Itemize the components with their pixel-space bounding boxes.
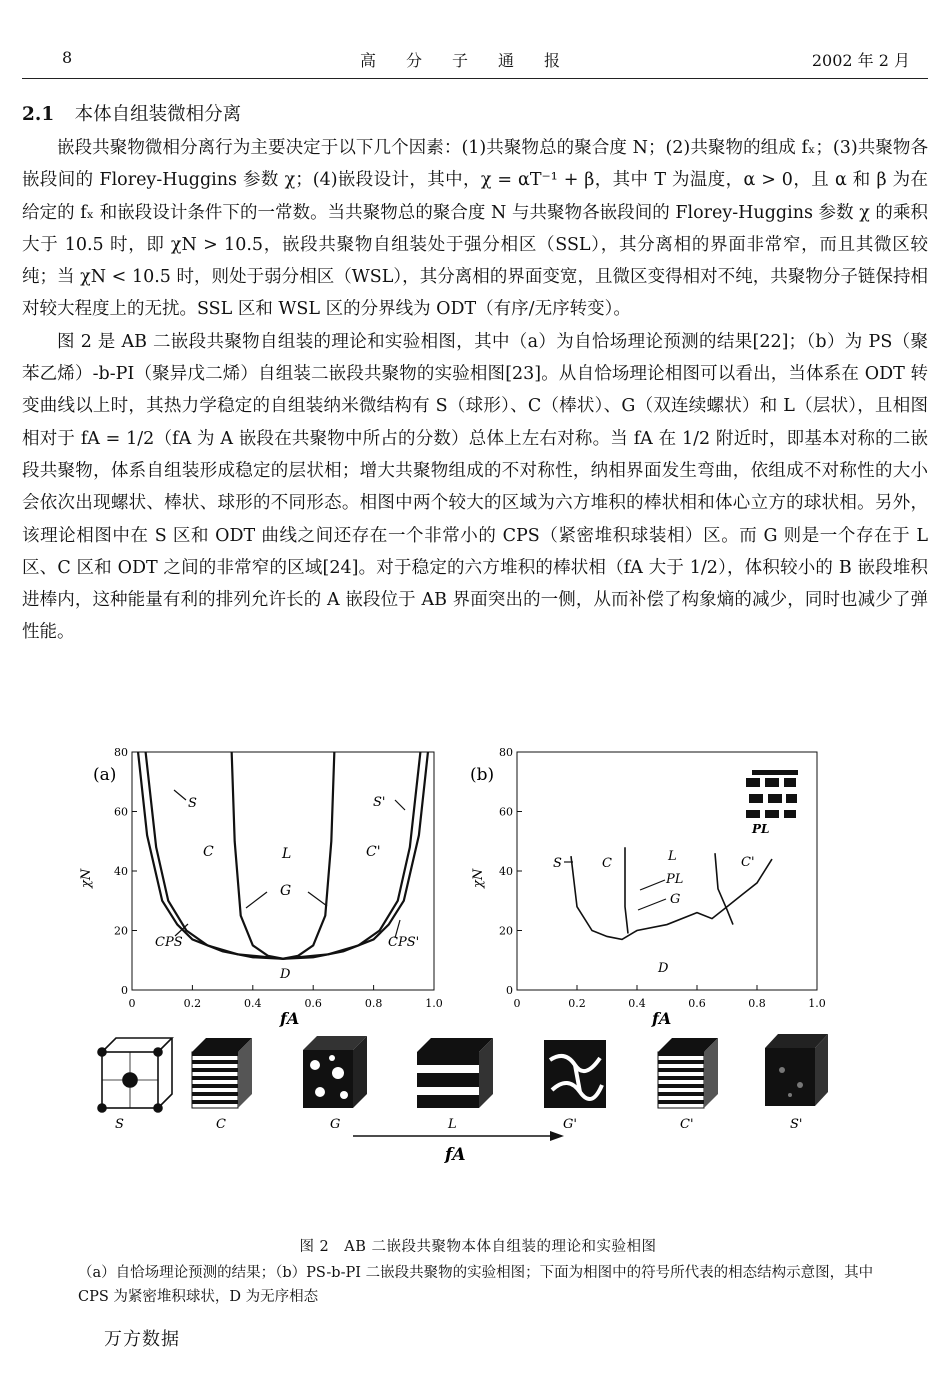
label-S: S — [188, 796, 197, 811]
a-xtick-label-0: 0 — [128, 997, 136, 1010]
label-b-L: L — [668, 849, 677, 864]
label-b-D: D — [658, 961, 669, 976]
panel-a-ylabel: χN — [79, 868, 94, 888]
b-ytick-label-2: 40 — [499, 865, 513, 878]
label-C: C — [203, 844, 214, 860]
panel-b-xlabel: fA — [652, 1009, 672, 1028]
panel-b-label: (b) — [470, 765, 495, 785]
struct-label-L: L — [448, 1117, 457, 1132]
a-ytick-label-4: 80 — [114, 746, 128, 759]
pl-inset-cube — [746, 770, 798, 818]
structure-S — [98, 1038, 172, 1112]
a-xtick-label-3: 0.6 — [304, 997, 322, 1010]
label-CPS-prime: CPS' — [388, 935, 420, 950]
b-xtick-label-5: 1.0 — [808, 997, 826, 1010]
structure-L — [417, 1038, 493, 1108]
a-xtick-label-2: 0.4 — [244, 997, 262, 1010]
a-xtick-label-4: 0.8 — [364, 997, 383, 1010]
section-number: 2.1 — [22, 104, 55, 125]
label-L: L — [282, 846, 292, 862]
panel-b — [470, 746, 826, 1028]
structure-C-prime — [658, 1038, 718, 1108]
label-b-S: S — [553, 856, 562, 871]
body-text — [22, 132, 928, 649]
caption-description: （a）自恰场理论预测的结果；（b）PS-b-PI 二嵌段共聚物的实验相图；下面为相图中的符号所代表的相态结构示意图，其中 CPS 为紧密堆积球状，D 为无序相态 — [78, 1265, 874, 1305]
label-b-PL: PL — [666, 872, 684, 887]
struct-label-G: G — [330, 1117, 341, 1132]
label-G: G — [280, 883, 292, 899]
phase-diagram-figure — [70, 740, 880, 1220]
b-ytick-label-3: 60 — [499, 805, 513, 819]
paragraph-1: 嵌段共聚物微相分离行为主要决定于以下几个因素：(1)共聚物总的聚合度 N；(2)共聚物的组成 fₓ；(3)共聚物各嵌段间的 Florey-Huggins 参数 χ；(4)嵌段设计，其中，χ = αT⁻¹ + β，其中 T 为温度，α > 0，且 α 和 β 为在给定的 fₓ 和嵌段设计条件下的一常数。当共聚物总的聚合度 N 与共聚物各嵌段间的 Florey-Huggins 参数 χ 的乘积大于 10.5 时，即 χN > 10.5，嵌段共聚物自组装处于强分相区（SSL），其分离相的界面非常窄，而且其微区较纯；当 χN < 10.5 时，则处于弱分相区（WSL），其分离相的界面变宽，且微区变得相对不纯，共聚物分子链保持相对较大程度上的无扰。SSL 区和 WSL 区的分界线为 ODT（有序/无序转变）。 — [22, 138, 928, 320]
a-xtick-label-1: 0.2 — [183, 997, 202, 1010]
a-ytick-label-3: 60 — [114, 805, 128, 819]
arrow-b-G — [638, 899, 666, 910]
b-xtick-label-4: 0.8 — [748, 997, 766, 1010]
panel-b-ylabel: χN — [471, 868, 486, 888]
section-title: 本体自组装微相分离 — [74, 104, 242, 125]
section-heading — [22, 100, 241, 126]
arrow-G-left — [246, 892, 267, 908]
paragraph-2: 图 2 是 AB 二嵌段共聚物自组装的理论和实验相图，其中（a）为自恰场理论预测的结果[22]；（b）为 PS（聚苯乙烯）-b-PI（聚异戊二烯）自组装二嵌段共聚物的实验相图[23]。从自恰场理论相图可以看出，当体系在 ODT 转变曲线以上时，其热力学稳定的自组装纳米微结构有 S（球形）、C（棒状）、G（双连续螺状）和 L（层状），且相图相对于 fA = 1/2（fA 为 A 嵌段在共聚物中所占的分数）总体上左右对称。当 fA 在 1/2 附近时，即基本对称的二嵌段共聚物，体系自组装形成稳定的层状相；增大共聚物组成的不对称性，纳相界面发生弯曲，依组成不对称性的大小会依次出现螺状、棒状、球形的不同形态。相图中两个较大的区域为六方堆积的棒状相和体心立方的球状相。另外，该理论相图中在 S 区和 ODT 曲线之间还存在一个非常小的 CPS（紧密堆积球装相）区。而 G 则是一个存在于 L 区、C 区和 ODT 之间的非常窄的区域[24]。对于稳定的六方堆积的棒状相（fA 大于 1/2），体积较小的 B 嵌段堆积进棒内，这种能量有利的排列允许长的 A 嵌段位于 AB 界面突出的一侧，从而补偿了构象熵的减少，同时也减少了弹性能。 — [22, 331, 928, 643]
b-ytick-label-0: 0 — [506, 984, 513, 997]
a-ytick-label-1: 20 — [114, 924, 128, 938]
label-S-prime: S' — [373, 795, 386, 810]
label-b-G: G — [670, 892, 681, 907]
b-ytick-label-4: 80 — [499, 746, 513, 759]
a-ytick-label-2: 40 — [114, 865, 128, 878]
panel-a-xlabel: fA — [280, 1009, 300, 1028]
b-ytick-label-1: 20 — [499, 924, 513, 938]
label-b-C: C — [602, 856, 612, 871]
a-ytick-label-0: 0 — [121, 984, 128, 997]
page-header — [22, 46, 928, 79]
page-number: 8 — [62, 48, 73, 67]
b-xtick-label-3: 0.6 — [688, 997, 706, 1010]
label-b-PL-inset: PL — [752, 822, 770, 836]
struct-label-G-prime: G' — [563, 1117, 577, 1132]
b-xtick-label-2: 0.4 — [628, 997, 646, 1010]
struct-label-S-prime: S' — [790, 1117, 803, 1132]
arrow-S-prime — [395, 800, 405, 810]
structure-G-prime — [544, 1040, 606, 1108]
struct-label-C-prime: C' — [680, 1117, 694, 1132]
watermark-text: 万方数据 — [104, 1329, 180, 1350]
structure-G — [303, 1036, 367, 1108]
b-series-1 — [625, 847, 628, 933]
issue-date: 2002 年 2 月 — [811, 51, 910, 70]
label-b-C-prime: C' — [741, 855, 755, 870]
journal-title: 高分子通报 — [359, 51, 590, 70]
a-xtick-label-5: 1.0 — [425, 997, 443, 1010]
arrow-G-right — [308, 892, 327, 906]
fA-arrow-label: fA — [445, 1145, 466, 1165]
structure-S-prime — [765, 1034, 828, 1106]
arrow-S — [174, 790, 186, 800]
b-xtick-label-0: 0 — [513, 997, 521, 1010]
panel-a — [79, 746, 443, 1028]
caption-title: 图 2 AB 二嵌段共聚物本体自组装的理论和实验相图 — [299, 1239, 657, 1255]
figure-caption — [78, 1235, 878, 1309]
fA-arrow-head — [550, 1131, 564, 1141]
arrow-b-PL — [640, 880, 665, 890]
struct-label-S: S — [115, 1117, 124, 1132]
label-CPS: CPS — [155, 935, 183, 950]
b-xtick-label-1: 0.2 — [568, 997, 586, 1010]
structure-schematics — [98, 1034, 828, 1165]
label-C-prime: C' — [366, 844, 381, 860]
panel-a-frame — [132, 752, 434, 990]
label-D: D — [280, 967, 291, 982]
structure-C — [192, 1038, 252, 1108]
struct-label-C: C — [216, 1117, 226, 1132]
panel-b-frame — [517, 752, 817, 990]
panel-a-label: (a) — [93, 765, 117, 785]
